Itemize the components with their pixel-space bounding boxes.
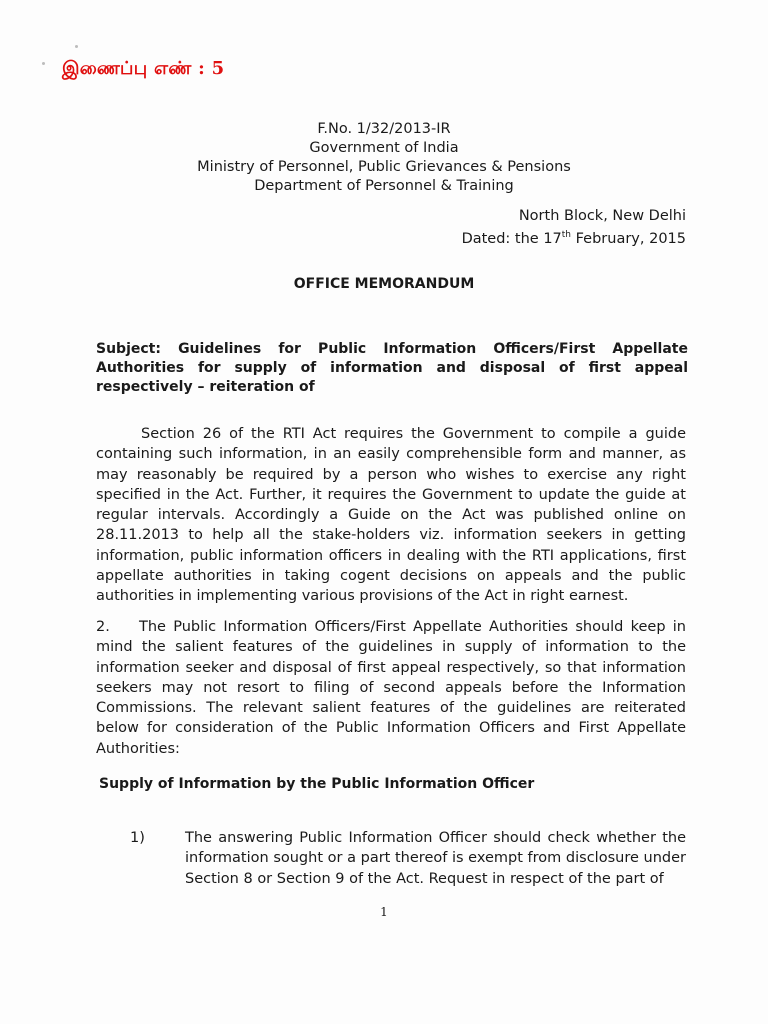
- date: [462, 226, 686, 249]
- memo-title: OFFICE MEMORANDUM: [293, 276, 475, 292]
- list-item-text: The answering Public Information Officer should check whether the information sought or a part thereof is exempt from disclosure under Section 8 or Section 9 of the Act. Request in respect of the part of: [185, 830, 686, 887]
- place: North Block, New Delhi: [518, 208, 686, 224]
- scan-speck: [75, 45, 78, 48]
- date-ordinal: th: [561, 230, 572, 240]
- department-name: Department of Personnel & Training: [254, 178, 514, 194]
- page-number: 1: [380, 905, 388, 919]
- scan-speck: [42, 62, 45, 65]
- date-prefix: Dated: the 17: [461, 230, 562, 247]
- paragraph-2-text: The Public Information Officers/First Appellate Authorities should keep in mind the salient features of the guidelines in supply of information to the information seeker and disposal of first appeal respectively, so that information seekers may not resort to filing of second appeals before the Information Commissions. The relevant salient features of the guidelines are reiterated below for consideration of the Public Information Officers and First Appellate Authorities:: [96, 619, 686, 757]
- paragraph-2: [96, 617, 686, 759]
- list-item-number: 1): [130, 830, 145, 846]
- paragraph-2-number: 2.: [96, 619, 110, 635]
- date-suffix: February, 2015: [571, 230, 686, 247]
- ministry-name: Ministry of Personnel, Public Grievances & Pensions: [197, 159, 571, 175]
- subject-line: Subject: Guidelines for Public Information Officers/First Appellate Authorities for supply of information and disposal of first appeal respectively – reiteration of: [96, 341, 688, 395]
- annexure-label: இணைப்பு எண் : 5: [62, 58, 225, 79]
- file-number: F.No. 1/32/2013-IR: [317, 121, 451, 137]
- section-heading: Supply of Information by the Public Information Officer: [99, 776, 535, 792]
- paragraph-1: Section 26 of the RTI Act requires the Government to compile a guide containing such information, in an easily comprehensible form and manner, as may reasonably be required by a person who wishes to exercise any right specified in the Act. Further, it requires the Government to update the guide at regular intervals. Accordingly a Guide on the Act was published online on 28.11.2013 to help all the stake-holders viz. information seekers in getting information, public information officers in dealing with the RTI applications, first appellate authorities in taking cogent decisions on appeals and the public authorities in implementing various provisions of the Act in right earnest.: [96, 426, 686, 605]
- place-date-block: [462, 207, 686, 249]
- government-name: Government of India: [309, 140, 459, 156]
- document-header: [0, 120, 768, 196]
